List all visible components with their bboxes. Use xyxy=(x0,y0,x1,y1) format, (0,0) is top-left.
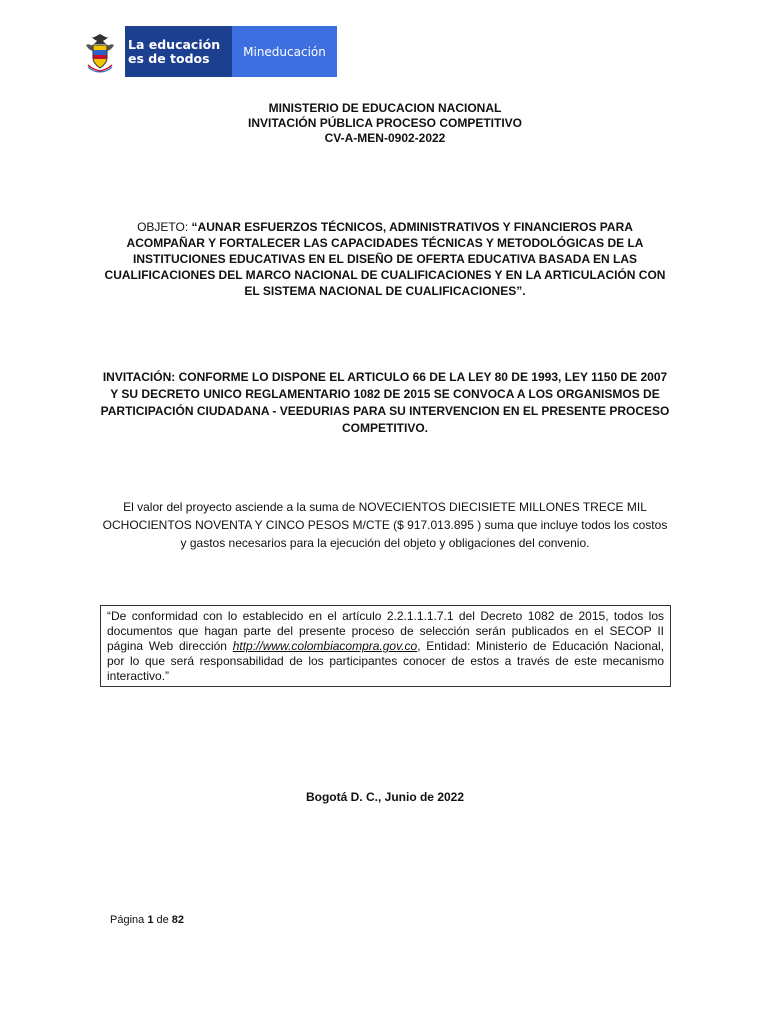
page-number: 1 xyxy=(147,914,154,926)
logo-tagline-line2: es de todos xyxy=(128,50,210,66)
notice-text-before: “De conformidad con lo establecido en el artículo 2.2.1.1.1.7.1 del Decreto 1082 de 2015, todos los documentos que hagan parte del presente proceso de selección serán publicados en el SECOP II página Web dirección xyxy=(107,609,664,653)
objeto-text: “AUNAR ESFUERZOS TÉCNICOS, ADMINISTRATIVOS Y FINANCIEROS PARA ACOMPAÑAR Y FORTALECER LAS CAPACIDADES TÉCNICAS Y METODOLÓGICAS DE LA INSTITUCIONES EDUCATIVAS EN EL DISEÑO DE OFERTA EDUCATIVA BASADA EN LAS CUALIFICACIONES DEL MARCO NACIONAL DE CUALIFICACIONES Y EN LA ARTICULACIÓN CON EL SISTEMA NACIONAL DE CUALIFICACIONES”. xyxy=(104,220,666,298)
logo-tagline-line1: La educación xyxy=(128,36,221,52)
page-footer xyxy=(110,913,184,927)
secop-notice-box xyxy=(100,605,671,687)
header-invitation-type: INVITACIÓN PÚBLICA PROCESO COMPETITIVO xyxy=(247,116,522,130)
logo-ministry: Mineducación xyxy=(232,26,337,77)
objeto-paragraph xyxy=(100,219,670,299)
objeto-label: OBJETO: xyxy=(137,220,192,234)
document-date: Bogotá D. C., Junio de 2022 xyxy=(305,790,465,804)
coat-of-arms-icon xyxy=(75,26,125,77)
mineducacion-logo xyxy=(75,26,337,77)
colombia-coat-of-arms-icon xyxy=(82,31,118,73)
invitacion-paragraph: INVITACIÓN: CONFORME LO DISPONE EL ARTICULO 66 DE LA LEY 80 DE 1993, LEY 1150 DE 2007 Y SU DECRETO UNICO REGLAMENTARIO 1082 DE 2015 SE CONVOCA A LOS ORGANISMOS DE PARTICIPACIÓN CIUDADANA - VEEDURIAS PARA SU INTERVENCION EN EL PRESENTE PROCESO COMPETITIVO. xyxy=(100,370,670,435)
header-process-code: CV-A-MEN-0902-2022 xyxy=(324,131,446,145)
colombiacompra-link[interactable]: http://www.colombiacompra.gov.co xyxy=(232,639,418,653)
logo-tagline-block xyxy=(75,26,232,77)
document-header xyxy=(100,101,670,146)
valor-paragraph: El valor del proyecto asciende a la suma de NOVECIENTOS DIECISIETE MILLONES TRECE MIL OCHOCIENTOS NOVENTA Y CINCO PESOS M/CTE ($ 917.013.895 ) suma que incluye todos los costos y gastos necesarios para la ejecución del objeto y obligaciones del convenio. xyxy=(102,500,668,550)
notice-text-after: , Entidad: Ministerio de Educación Nacional, por lo que será responsabilidad de los participantes conocer de estos a través de este mecanismo interactivo.” xyxy=(107,639,664,683)
page-label: Página xyxy=(110,914,148,926)
page-of-label: de xyxy=(153,914,172,926)
logo-tagline xyxy=(125,38,232,66)
header-ministry: MINISTERIO DE EDUCACION NACIONAL xyxy=(268,101,502,115)
page-total: 82 xyxy=(171,914,185,926)
